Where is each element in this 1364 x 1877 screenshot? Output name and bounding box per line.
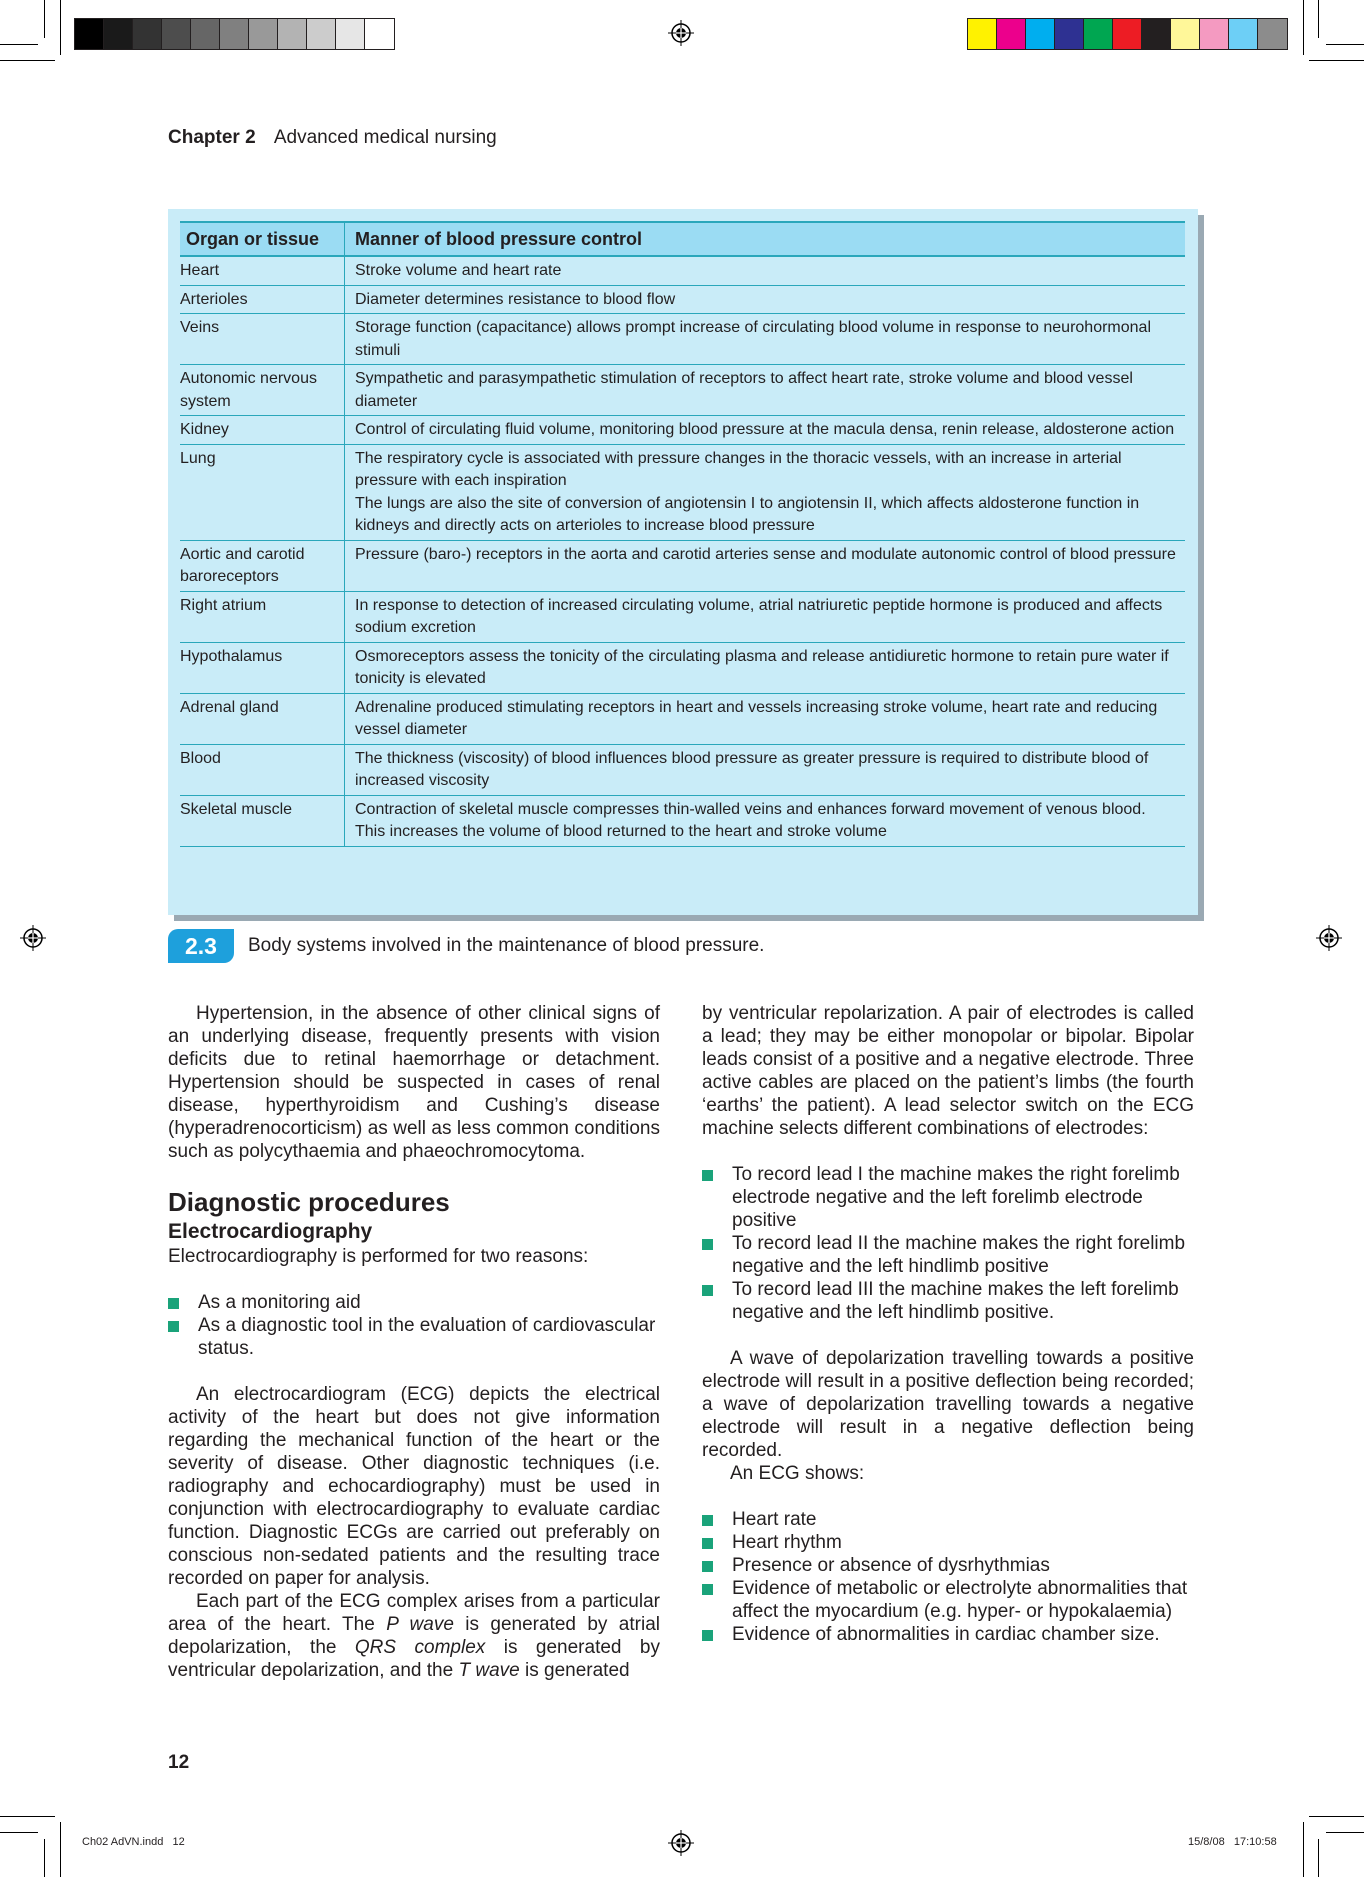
table-row — [180, 256, 1185, 285]
list-item — [702, 1554, 1194, 1577]
gray-swatch — [191, 19, 220, 49]
text-run: is generated — [519, 1660, 630, 1681]
table-row — [180, 744, 1185, 795]
bullet-square-icon — [702, 1170, 713, 1181]
gray-swatch — [133, 19, 162, 49]
running-head — [168, 127, 497, 149]
page-number: 12 — [168, 1752, 190, 1773]
list-item-text: Heart rate — [732, 1509, 817, 1530]
organ-cell: Autonomic nervous system — [180, 365, 345, 416]
term-t-wave: T wave — [458, 1660, 520, 1681]
gray-swatch — [307, 19, 336, 49]
table-row — [180, 285, 1185, 314]
organ-cell: Skeletal muscle — [180, 795, 345, 846]
figure-number-badge: 2.3 — [168, 929, 234, 963]
bullet-square-icon — [702, 1538, 713, 1549]
manner-cell: Storage function (capacitance) allows prompt increase of circulating blood volume in response to neurohormonal stimuli — [345, 314, 1186, 365]
table-row — [180, 795, 1185, 846]
table-row — [180, 642, 1185, 693]
gray-swatch — [104, 19, 133, 49]
bullet-square-icon — [702, 1584, 713, 1595]
right-column — [702, 1002, 1194, 1646]
organ-cell: Blood — [180, 744, 345, 795]
text-run: is generated by ventricular depolarization, and the — [168, 1637, 660, 1681]
color-swatch — [1200, 19, 1229, 49]
manner-cell: Control of circulating fluid volume, monitoring blood pressure at the macula densa, renin release, aldosterone action — [345, 416, 1186, 445]
registration-mark-icon — [20, 925, 46, 951]
process-color-bar — [967, 18, 1288, 50]
paragraph: by ventricular repolarization. A pair of electrodes is called a lead; they may be either monopolar or bipolar. Bipolar leads consist of a positive and a negative electrode. Three active cables are placed on the patient’s limbs (the fourth ‘earths’ the patient). A lead selector switch on the ECG machine selects different combinations of electrodes: — [702, 1003, 1194, 1139]
blood-pressure-table — [180, 221, 1185, 847]
table-row — [180, 540, 1185, 591]
color-swatch — [997, 19, 1026, 49]
organ-cell: Lung — [180, 444, 345, 540]
color-swatch — [1113, 19, 1142, 49]
gray-swatch — [249, 19, 278, 49]
subsection-heading: Electrocardiography — [168, 1220, 373, 1243]
list-item-text: Heart rhythm — [732, 1532, 842, 1553]
registration-mark-icon — [668, 1830, 694, 1856]
list-item-text: Presence or absence of dysrhythmias — [732, 1555, 1050, 1576]
list-item — [702, 1163, 1194, 1232]
manner-cell: Contraction of skeletal muscle compresses thin-walled veins and enhances forward movement of venous blood. This increases the volume of blood returned to the heart and stroke volume — [345, 795, 1186, 846]
table-row — [180, 591, 1185, 642]
list-item — [702, 1531, 1194, 1554]
chapter-title: Advanced medical nursing — [273, 127, 497, 148]
chapter-number: Chapter 2 — [168, 127, 256, 148]
list-item-text: To record lead II the machine makes the right forelimb negative and the left hindlimb positive — [732, 1233, 1186, 1277]
table-row — [180, 444, 1185, 540]
organ-cell: Veins — [180, 314, 345, 365]
organ-cell: Right atrium — [180, 591, 345, 642]
bullet-list — [168, 1291, 660, 1360]
bullet-square-icon — [702, 1515, 713, 1526]
gray-swatch — [162, 19, 191, 49]
gray-color-bar — [74, 18, 395, 50]
manner-cell: Stroke volume and heart rate — [345, 256, 1186, 285]
column-header-organ: Organ or tissue — [180, 222, 345, 256]
paragraph: An ECG shows: — [730, 1463, 865, 1484]
manner-cell — [345, 444, 1186, 540]
bullet-square-icon — [702, 1561, 713, 1572]
gray-swatch — [75, 19, 104, 49]
paragraph: A wave of depolarization travelling towards a positive electrode will result in a positive deflection being recorded; a wave of depolarization travelling towards a negative electrode will result in a negative deflection being recorded. — [702, 1348, 1194, 1461]
bullet-list — [702, 1163, 1194, 1324]
list-item-text: To record lead III the machine makes the left forelimb negative and the left hindlimb positive. — [732, 1279, 1179, 1323]
manner-cell: Osmoreceptors assess the tonicity of the circulating plasma and release antidiuretic hormone to retain pure water if tonicity is elevated — [345, 642, 1186, 693]
column-header-manner: Manner of blood pressure control — [345, 222, 1186, 256]
list-item — [702, 1278, 1194, 1324]
gray-swatch — [365, 19, 394, 49]
list-item — [702, 1508, 1194, 1531]
color-swatch — [1258, 19, 1287, 49]
bullet-square-icon — [702, 1239, 713, 1250]
term-p-wave: P wave — [386, 1614, 454, 1635]
list-item-text: Evidence of metabolic or electrolyte abnormalities that affect the myocardium (e.g. hyper- or hypokalaemia) — [732, 1578, 1188, 1622]
table-row — [180, 416, 1185, 445]
term-qrs-complex: QRS complex — [354, 1637, 486, 1658]
list-item-text: Evidence of abnormalities in cardiac chamber size. — [732, 1624, 1160, 1645]
organ-cell: Heart — [180, 256, 345, 285]
organ-cell: Arterioles — [180, 285, 345, 314]
list-item — [168, 1291, 660, 1314]
color-swatch — [1229, 19, 1258, 49]
manner-text-2: The lungs are also the site of conversion of angiotensin I to angiotensin II, which affects aldosterone function in kidneys and directly acts on arterioles to increase blood pressure — [355, 494, 1140, 534]
list-item — [702, 1623, 1194, 1646]
table-row — [180, 314, 1185, 365]
manner-cell: Sympathetic and parasympathetic stimulation of receptors to affect heart rate, stroke volume and blood vessel diameter — [345, 365, 1186, 416]
manner-cell: Adrenaline produced stimulating receptors in heart and vessels increasing stroke volume, heart rate and reducing vessel diameter — [345, 693, 1186, 744]
text-run: Each part of the ECG complex arises from a particular area of the heart. The — [168, 1591, 660, 1635]
bullet-list — [702, 1508, 1194, 1646]
organ-cell: Kidney — [180, 416, 345, 445]
organ-cell: Adrenal gland — [180, 693, 345, 744]
manner-cell: Diameter determines resistance to blood flow — [345, 285, 1186, 314]
list-item-text: To record lead I the machine makes the right forelimb electrode negative and the left forelimb electrode positive — [732, 1164, 1180, 1231]
bullet-square-icon — [168, 1321, 179, 1332]
color-swatch — [1171, 19, 1200, 49]
table-row — [180, 693, 1185, 744]
table-header-row — [180, 222, 1185, 256]
organ-cell: Aortic and carotid baroreceptors — [180, 540, 345, 591]
registration-mark-icon — [1316, 925, 1342, 951]
paragraph: An electrocardiogram (ECG) depicts the electrical activity of the heart but does not give information regarding the mechanical function of the heart or the severity of disease. Other diagnostic techniques (i.e. radiography and echocardiography) must be used in conjunction with electrocardiography to evaluate cardiac function. Diagnostic ECGs are carried out preferably on conscious non-sedated patients and the resulting trace recorded on paper for analysis. — [168, 1384, 660, 1589]
figure-caption: Body systems involved in the maintenance of blood pressure. — [248, 935, 765, 956]
gray-swatch — [336, 19, 365, 49]
manner-text: The respiratory cycle is associated with pressure changes in the thoracic vessels, with an increase in arterial pressure with each inspiration — [355, 449, 1122, 489]
bullet-square-icon — [702, 1630, 713, 1641]
manner-cell: In response to detection of increased circulating volume, atrial natriuretic peptide hormone is produced and affects sodium excretion — [345, 591, 1186, 642]
paragraph: Electrocardiography is performed for two reasons: — [168, 1246, 589, 1267]
paragraph — [168, 1590, 660, 1682]
manner-cell: The thickness (viscosity) of blood influences blood pressure as greater pressure is required to distribute blood of increased viscosity — [345, 744, 1186, 795]
list-item-text: As a diagnostic tool in the evaluation of cardiovascular status. — [198, 1315, 656, 1359]
slug-filename: Ch02 AdVN.indd 12 — [82, 1836, 185, 1848]
color-swatch — [1084, 19, 1113, 49]
color-swatch — [1055, 19, 1084, 49]
paragraph: Hypertension, in the absence of other clinical signs of an underlying disease, frequently presents with vision deficits due to retinal haemorrhage or detachment. Hypertension should be suspected in cases of renal disease, hyperthyroidism and Cushing’s disease (hyperadrenocorticism) as well as less common conditions such as polycythaemia and phaeochromocytoma. — [168, 1003, 660, 1162]
list-item — [702, 1232, 1194, 1278]
color-swatch — [1142, 19, 1171, 49]
gray-swatch — [220, 19, 249, 49]
blood-pressure-table-panel — [168, 209, 1198, 915]
table-row — [180, 365, 1185, 416]
bullet-square-icon — [702, 1285, 713, 1296]
manner-cell: Pressure (baro-) receptors in the aorta and carotid arteries sense and modulate autonomic control of blood pressure — [345, 540, 1186, 591]
text-run: is generated by atrial depolarization, the — [168, 1614, 660, 1658]
list-item — [168, 1314, 660, 1360]
bullet-square-icon — [168, 1298, 179, 1309]
list-item-text: As a monitoring aid — [198, 1292, 361, 1313]
organ-cell: Hypothalamus — [180, 642, 345, 693]
left-column — [168, 1002, 660, 1682]
registration-mark-icon — [668, 20, 694, 46]
color-swatch — [1026, 19, 1055, 49]
color-swatch — [968, 19, 997, 49]
section-heading: Diagnostic procedures — [168, 1187, 450, 1217]
list-item — [702, 1577, 1194, 1623]
slug-timestamp: 15/8/08 17:10:58 — [1188, 1836, 1277, 1848]
gray-swatch — [278, 19, 307, 49]
